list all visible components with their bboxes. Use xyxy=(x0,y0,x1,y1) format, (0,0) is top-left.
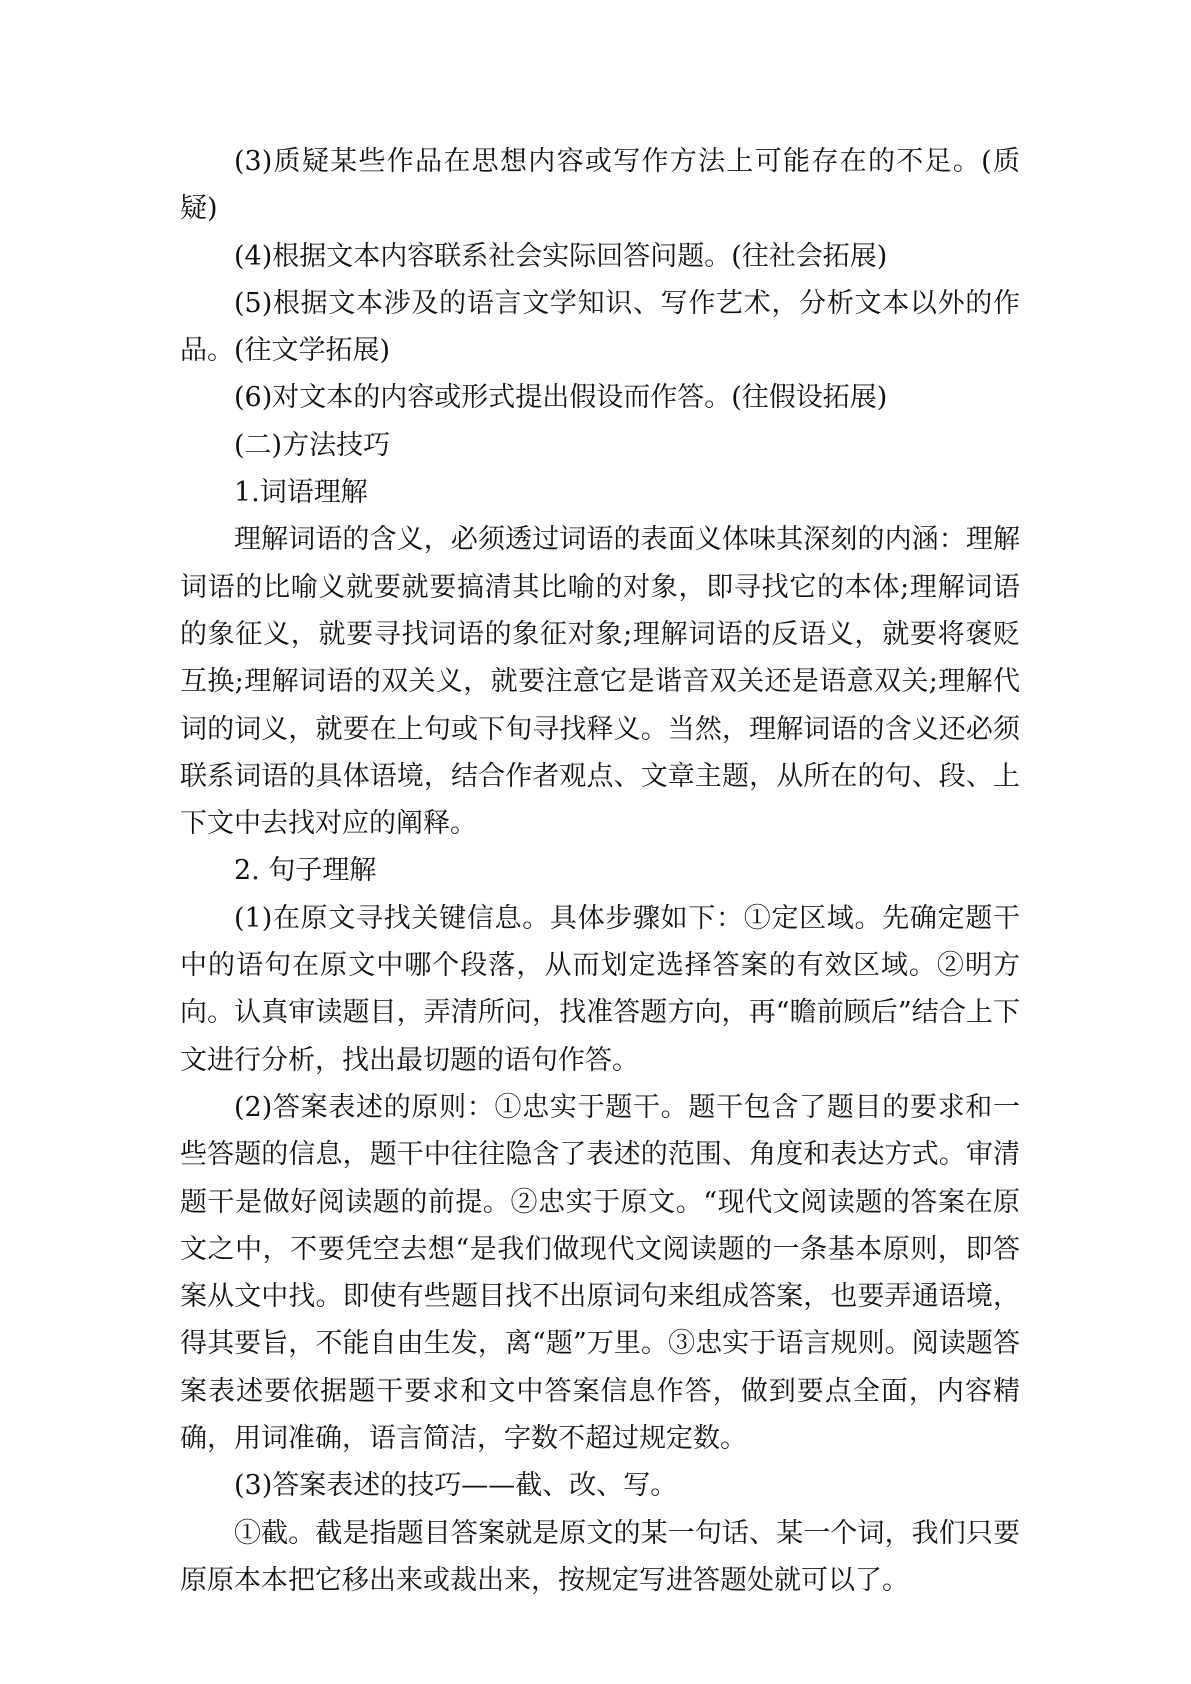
paragraph: (1)在原文寻找关键信息。具体步骤如下：①定区域。先确定题干中的语句在原文中哪个段落，从而划定选择答案的有效区域。②明方向。认真审读题目，弄清所问，找准答题方向，再“瞻前顾后”结合上下文进行分析，找出最切题的语句作答。 xyxy=(180,902,1020,1076)
subsection-heading: 1.词语理解 xyxy=(234,477,368,509)
paragraph: 理解词语的含义，必须透过词语的表面义体味其深刻的内涵：理解词语的比喻义就要就要搞清其比喻的对象，即寻找它的本体;理解词语的象征义，就要寻找词语的象征对象;理解词语的反语义，就要将褒贬互换;理解词语的双关义，就要注意它是谐音双关还是语意双关;理解代词的词义，就要在上句或下旬寻找释义。当然，理解词语的含义还必须联系词语的具体语境，结合作者观点、文章主题，从所在的句、段、上下文中去找对应的阐释。 xyxy=(180,524,1020,840)
paragraph: ①截。截是指题目答案就是原文的某一句话、某一个词，我们只要原原本本把它移出来或裁出来，按规定写进答题处就可以了。 xyxy=(180,1517,1020,1596)
paragraph: (2)答案表述的原则：①忠实于题干。题干包含了题目的要求和一些答题的信息，题干中往往隐含了表述的范围、角度和表达方式。审清题干是做好阅读题的前提。②忠实于原文。“现代文阅读题的答案在原文之中，不要凭空去想“是我们做现代文阅读题的一条基本原则，即答案从文中找。即使有些题目找不出原词句来组成答案，也要弄通语境，得其要旨，不能自由生发，离“题”万里。③忠实于语言规则。阅读题答案表述要依据题干要求和文中答案信息作答，做到要点全面，内容精确，用词准确，语言简洁，字数不超过规定数。 xyxy=(180,1091,1020,1455)
paragraph: (5)根据文本涉及的语言文学知识、写作艺术，分析文本以外的作品。(往文学拓展) xyxy=(180,287,1020,367)
paragraph: (3)答案表述的技巧——截、改、写。 xyxy=(234,1470,678,1502)
section-heading: (二)方法技巧 xyxy=(234,429,391,461)
subsection-heading: 2. 句子理解 xyxy=(234,855,377,887)
paragraph: (3)质疑某些作品在思想内容或写作方法上可能存在的不足。(质疑) xyxy=(180,146,1020,225)
paragraph: (6)对文本的内容或形式提出假设而作答。(往假设拓展) xyxy=(234,382,888,414)
document-body xyxy=(180,138,1020,1604)
paragraph: (4)根据文本内容联系社会实际回答问题。(往社会拓展) xyxy=(234,240,888,272)
